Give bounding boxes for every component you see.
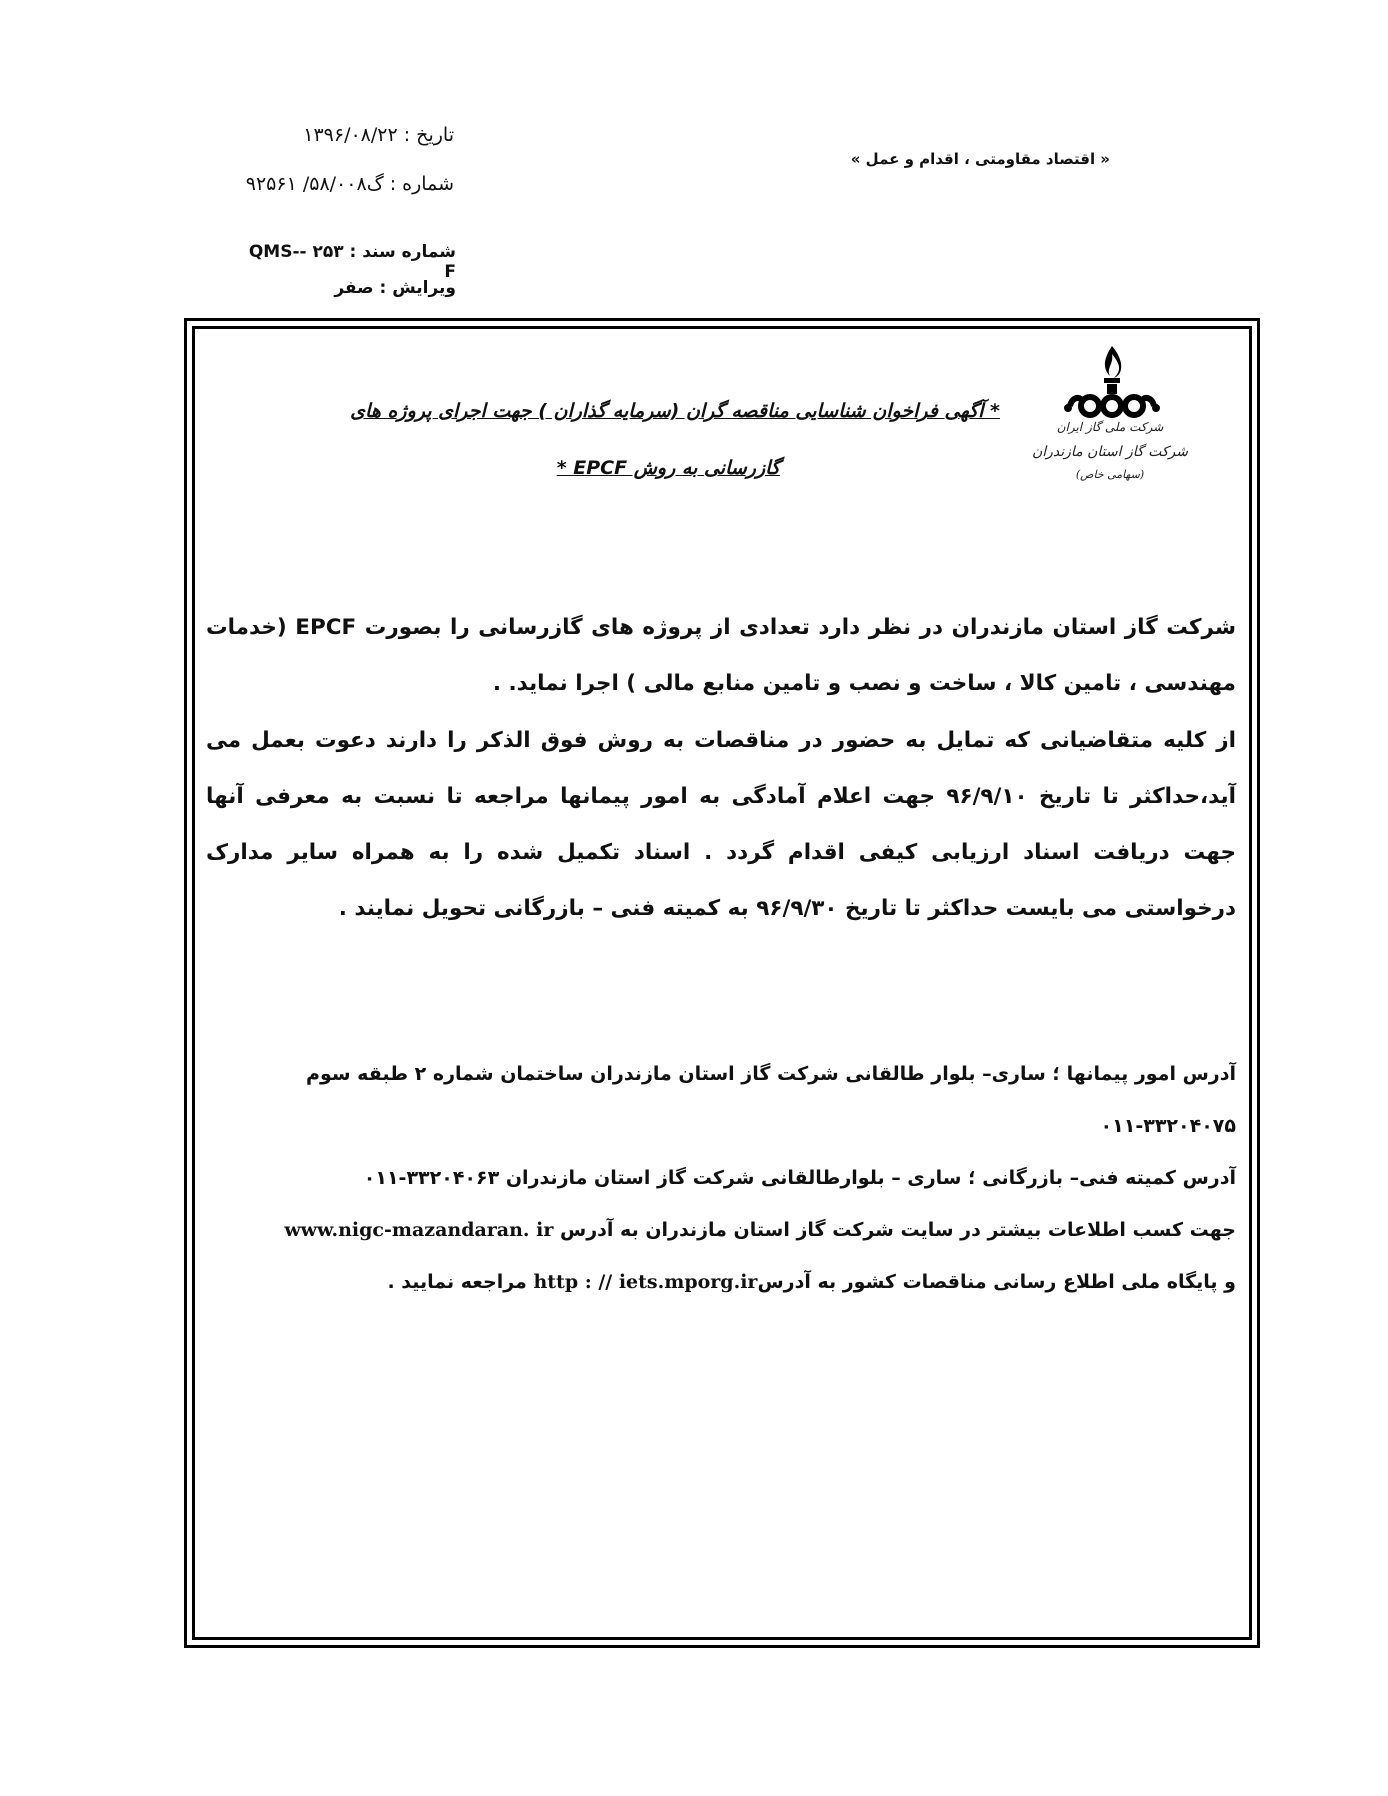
portal-line: [206, 1256, 1236, 1308]
addresses-section: [206, 1048, 1236, 1308]
website-line: [206, 1204, 1236, 1256]
letter-date: تاریخ : ۱۳۹۶/۰۸/۲۲: [303, 124, 454, 146]
letter-number: شماره : گ۵۸/۰۰۸/ ۹۲۵۶۱: [245, 173, 454, 195]
committee-address: آدرس کمیته فنی– بازرگانی ؛ ساری – بلوارطالقانی شرکت گاز استان مازندران ۳۳۲۰۴۰۶۳-۰۱۱: [363, 1167, 1236, 1189]
body-paragraph-2: از کلیه متقاضیانی که تمایل به حضور در مناقصات به روش فوق الذکر را دارند دعوت بعمل می آید،حداکثر تا تاریخ ۹۶/۹/۱۰ جهت اعلام آمادگی به امور پیمانها مراجعه تا نسبت به معرفی آنها جهت دریافت اسناد ارزیابی کیفی اقدام گردد . اسناد تکمیل شده را به همراه سایر مدارک درخواستی می بایست حداکثر تا تاریخ ۹۶/۹/۳۰ به کمیته فنی – بازرگانی تحویل نمایند .: [206, 727, 1236, 922]
portal-prefix: و پایگاه ملی اطلاع رسانی مناقصات کشور به آدرس: [757, 1271, 1236, 1293]
logo-caption-nigc: شرکت ملی گاز ایران: [1056, 420, 1164, 434]
edition: ویرایش : صفر: [334, 278, 456, 298]
page-border-inner: [192, 326, 1252, 1640]
logo-caption-type: (سهامی خاص): [1075, 468, 1145, 481]
flame-logo-icon: [1032, 338, 1192, 428]
website-prefix: جهت کسب اطلاعات بیشتر در سایت شرکت گاز استان مازندران به آدرس: [560, 1219, 1236, 1241]
portal-suffix: مراجعه نمایید .: [387, 1271, 527, 1293]
portal-link[interactable]: http : // iets.mporg.ir: [533, 1271, 758, 1293]
contracts-address: آدرس امور پیمانها ؛ ساری– بلوار طالقانی شرکت گاز استان مازندران ساختمان شماره ۲ طبقه سوم ۳۳۲۰۴۰۷۵-۰۱۱: [306, 1063, 1236, 1137]
website-link[interactable]: www.nigc-mazandaran. ir: [284, 1219, 554, 1241]
slogan: « اقتصاد مقاومتی ، اقدام و عمل »: [850, 150, 1110, 168]
announcement-title-line2: گازرسانی به روش EPCF *: [556, 457, 780, 479]
document-number: شماره سند : ۲۵۳ -QMS-F: [248, 242, 456, 282]
announcement-title-line1: * آگهی فراخوان شناسایی مناقصه گران (سرمایه گذاران ) جهت اجرای پروژه های: [350, 400, 1000, 422]
body-paragraph-1: شرکت گاز استان مازندران در نظر دارد تعدادی از پروژه های گازرسانی را بصورت EPCF (خدمات مهندسی ، تامین کالا ، ساخت و نصب و تامین منابع مالی ) اجرا نماید. .: [206, 615, 1237, 697]
announcement-body: [206, 600, 1236, 938]
logo-caption-company: شرکت گاز استان مازندران: [1031, 444, 1188, 460]
